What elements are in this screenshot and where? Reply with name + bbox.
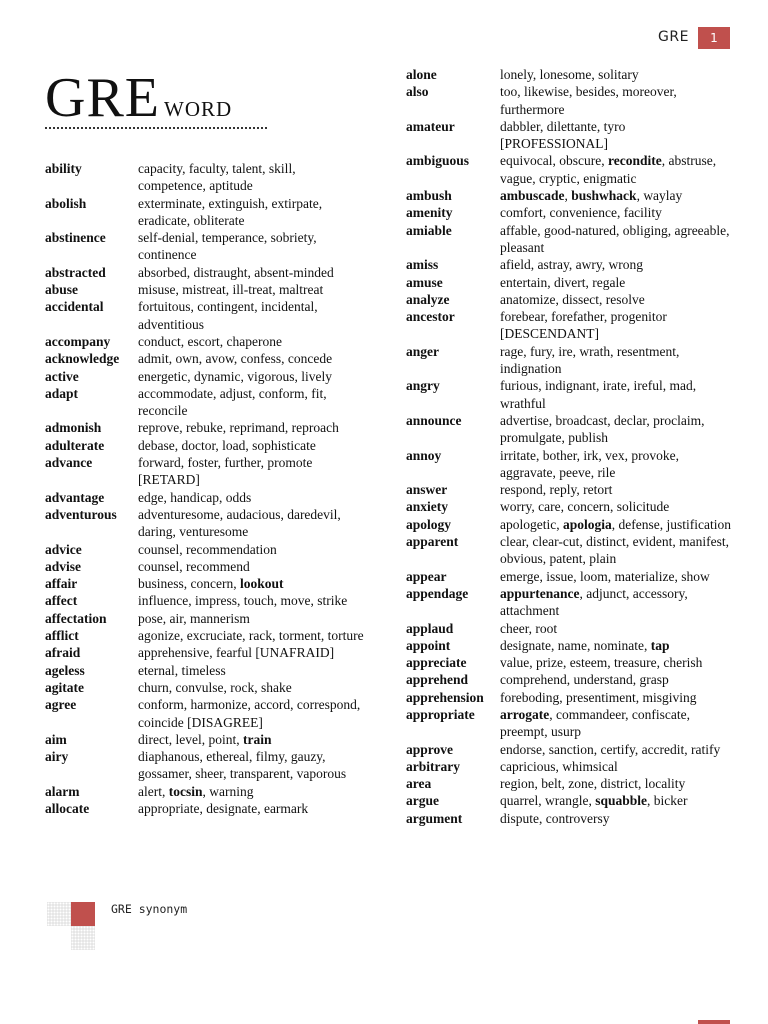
- synonym-text: comprehend, understand, grasp: [500, 672, 669, 688]
- entry-synonyms: [500, 152, 736, 187]
- synonym-highlight: apologia: [562, 516, 612, 532]
- synonym-text: agonize, excruciate, rack, torment, torture: [138, 628, 364, 644]
- word-entry: [45, 160, 365, 195]
- entry-synonyms: [500, 274, 736, 291]
- synonym-highlight: ambuscade: [500, 188, 565, 204]
- entry-synonyms: [138, 748, 365, 783]
- synonym-highlight: tocsin: [168, 783, 203, 799]
- synonym-text: region, belt, zone, district, locality: [500, 776, 686, 792]
- word-entry: [406, 308, 736, 343]
- synonym-text: appropriate, designate, earmark: [138, 800, 309, 816]
- left-word-column: [45, 160, 365, 817]
- word-entry: [45, 696, 365, 731]
- synonym-text: absorbed, distraught, absent-minded: [138, 264, 334, 280]
- entry-word: ability: [45, 161, 82, 176]
- word-entry: [45, 419, 365, 436]
- word-entry: [406, 83, 736, 118]
- entry-synonyms: [138, 264, 365, 281]
- right-word-column: [406, 66, 736, 827]
- entry-synonyms: [138, 281, 365, 298]
- synonym-text: edge, handicap, odds: [138, 489, 252, 505]
- word-entry: [406, 274, 736, 291]
- synonym-text: quarrel, wrangle,: [500, 793, 596, 809]
- synonym-text: counsel, recommend: [138, 558, 250, 574]
- synonym-text: irritate, bother, irk, vex, provoke, aggravate, peeve, rile: [500, 447, 680, 480]
- word-entry: [45, 350, 365, 367]
- word-entry: [406, 152, 736, 187]
- entry-synonyms: [138, 610, 365, 627]
- word-entry: [406, 343, 736, 378]
- synonym-text: debase, doctor, load, sophisticate: [138, 437, 316, 453]
- synonym-text: conduct, escort, chaperone: [138, 333, 282, 349]
- synonym-text: , abstruse, vague, cryptic, enigmatic: [500, 153, 717, 186]
- entry-word: alone: [406, 67, 437, 82]
- entry-synonyms: [500, 706, 736, 741]
- entry-synonyms: [500, 377, 736, 412]
- word-entry: [406, 447, 736, 482]
- word-entry: [406, 620, 736, 637]
- entry-synonyms: [138, 298, 365, 333]
- synonym-highlight: tap: [650, 637, 670, 653]
- entry-word: appropriate: [406, 706, 475, 722]
- entry-synonyms: [500, 585, 736, 620]
- entry-synonyms: [500, 689, 736, 706]
- word-entry: [45, 229, 365, 264]
- synonym-text: , commandeer, confiscate, preempt, usurp: [500, 706, 691, 740]
- synonym-highlight: squabble: [595, 793, 647, 809]
- entry-synonyms: [138, 333, 365, 350]
- synonym-text: energetic, dynamic, vigorous, lively: [138, 368, 332, 384]
- entry-synonyms: [500, 758, 736, 775]
- entry-word: answer: [406, 482, 448, 498]
- synonym-text: counsel, recommendation: [138, 541, 277, 557]
- entry-synonyms: [138, 662, 365, 679]
- synonym-text: adventuresome, audacious, daredevil, daring, venturesome: [138, 506, 341, 540]
- synonym-text: lonely, lonesome, solitary: [500, 67, 639, 82]
- entry-synonyms: [500, 308, 736, 343]
- entry-word: abstinence: [45, 230, 106, 246]
- entry-synonyms: [138, 644, 365, 661]
- entry-synonyms: [138, 696, 365, 731]
- synonym-highlight: bushwhack: [571, 188, 637, 204]
- entry-word: approve: [406, 741, 454, 757]
- entry-word: agitate: [45, 679, 84, 695]
- entry-synonyms: [500, 118, 736, 153]
- entry-word: adventurous: [45, 506, 117, 522]
- entry-word: ageless: [45, 662, 85, 678]
- word-entry: [406, 568, 736, 585]
- entry-word: apology: [406, 516, 452, 532]
- synonym-highlight: lookout: [239, 576, 284, 592]
- word-entry: [406, 810, 736, 827]
- entry-word: abuse: [45, 282, 79, 298]
- entry-synonyms: [138, 558, 365, 575]
- entry-word: active: [45, 368, 79, 384]
- synonym-text: rage, fury, ire, wrath, resentment, indignation: [500, 343, 680, 377]
- word-entry: [45, 662, 365, 679]
- synonym-text: reprove, rebuke, reprimand, reproach: [138, 420, 339, 436]
- entry-synonyms: [138, 385, 365, 420]
- entry-word: ambiguous: [406, 153, 470, 169]
- entry-synonyms: [138, 350, 365, 367]
- entry-synonyms: [138, 575, 365, 592]
- entry-word: announce: [406, 412, 462, 428]
- entry-synonyms: [500, 792, 736, 809]
- entry-synonyms: [500, 66, 736, 83]
- entry-synonyms: [500, 637, 736, 654]
- entry-word: appear: [406, 568, 447, 584]
- synonym-text: anatomize, dissect, resolve: [500, 291, 645, 307]
- word-entry: [45, 644, 365, 661]
- word-entry: [406, 671, 736, 688]
- entry-synonyms: [138, 195, 365, 230]
- synonym-text: forebear, forefather, progenitor [DESCENDANT]: [500, 309, 667, 342]
- word-entry: [406, 775, 736, 792]
- word-entry: [406, 222, 736, 257]
- entry-word: adapt: [45, 385, 79, 401]
- entry-synonyms: [500, 447, 736, 482]
- entry-word: appoint: [406, 637, 451, 653]
- entry-word: afraid: [45, 645, 81, 661]
- synonym-text: dabbler, dilettante, tyro [PROFESSIONAL]: [500, 118, 626, 152]
- synonym-text: self-denial, temperance, sobriety, continence: [138, 230, 317, 263]
- entry-word: agree: [45, 697, 77, 713]
- entry-synonyms: [500, 222, 736, 257]
- synonym-text: diaphanous, ethereal, filmy, gauzy, gossamer, sheer, transparent, vaporous: [138, 749, 347, 782]
- word-entry: [406, 654, 736, 671]
- synonym-text: eternal, timeless: [138, 662, 226, 678]
- entry-synonyms: [500, 291, 736, 308]
- word-entry: [406, 481, 736, 498]
- entry-word: applaud: [406, 620, 454, 636]
- word-entry: [45, 748, 365, 783]
- synonym-text: direct, level, point,: [138, 731, 243, 747]
- word-entry: [45, 437, 365, 454]
- word-entry: [406, 377, 736, 412]
- word-entry: [406, 187, 736, 204]
- entry-synonyms: [138, 229, 365, 264]
- entry-synonyms: [138, 679, 365, 696]
- synonym-highlight: recondite: [607, 153, 662, 169]
- synonym-text: too, likewise, besides, moreover, furthermore: [500, 84, 677, 117]
- synonym-text: capricious, whimsical: [500, 758, 618, 774]
- word-entry: [406, 498, 736, 515]
- entry-word: amiss: [406, 257, 439, 273]
- synonym-text: foreboding, presentiment, misgiving: [500, 689, 697, 705]
- word-entry: [45, 454, 365, 489]
- word-entry: [406, 204, 736, 221]
- entry-word: ambush: [406, 188, 452, 204]
- synonym-text: , bicker: [647, 793, 688, 809]
- synonym-text: apologetic,: [500, 516, 563, 532]
- entry-word: accidental: [45, 299, 104, 315]
- word-entry: [406, 637, 736, 654]
- entry-word: affectation: [45, 610, 107, 626]
- synonym-text: endorse, sanction, certify, accredit, ratify: [500, 741, 721, 757]
- entry-word: annoy: [406, 447, 442, 463]
- synonym-text: capacity, faculty, talent, skill, competence, aptitude: [138, 161, 296, 194]
- word-entry: [406, 118, 736, 153]
- entry-synonyms: [500, 568, 736, 585]
- entry-word: argue: [406, 793, 439, 809]
- word-entry: [406, 256, 736, 273]
- footer-grid-icon: [47, 902, 95, 950]
- synonym-text: pose, air, mannerism: [138, 610, 250, 626]
- entry-word: amiable: [406, 222, 452, 238]
- synonym-text: misuse, mistreat, ill-treat, maltreat: [138, 282, 324, 298]
- synonym-text: exterminate, extinguish, extirpate, eradicate, obliterate: [138, 195, 323, 228]
- word-entry: [45, 610, 365, 627]
- entry-word: accompany: [45, 333, 111, 349]
- entry-word: admonish: [45, 420, 102, 436]
- entry-word: analyze: [406, 291, 450, 307]
- entry-synonyms: [138, 592, 365, 609]
- entry-synonyms: [500, 654, 736, 671]
- synonym-text: worry, care, concern, solicitude: [500, 499, 670, 515]
- word-entry: [45, 368, 365, 385]
- word-entry: [45, 627, 365, 644]
- entry-synonyms: [500, 533, 736, 568]
- entry-word: anxiety: [406, 499, 448, 515]
- synonym-text: comfort, convenience, facility: [500, 205, 662, 221]
- entry-word: afflict: [45, 628, 79, 644]
- title-sub: WORD: [164, 97, 233, 121]
- word-entry: [406, 533, 736, 568]
- synonym-text: business, concern,: [138, 576, 240, 592]
- synonym-text: apprehensive, fearful [UNAFRAID]: [138, 645, 335, 661]
- entry-synonyms: [500, 671, 736, 688]
- synonym-text: accommodate, adjust, conform, fit, reconcile: [138, 385, 327, 419]
- synonym-text: afield, astray, awry, wrong: [500, 257, 643, 273]
- synonym-text: designate, name, nominate,: [500, 637, 651, 653]
- synonym-text: , adjunct, accessory, attachment: [500, 585, 688, 619]
- page-number-badge: 1: [698, 27, 730, 49]
- synonym-text: churn, convulse, rock, shake: [138, 679, 292, 695]
- entry-synonyms: [138, 800, 365, 817]
- entry-synonyms: [138, 506, 365, 541]
- entry-word: affect: [45, 593, 78, 609]
- synonym-text: emerge, issue, loom, materialize, show: [500, 568, 710, 584]
- word-entry: [45, 264, 365, 281]
- entry-synonyms: [500, 83, 736, 118]
- word-entry: [45, 800, 365, 817]
- entry-synonyms: [500, 810, 736, 827]
- entry-word: also: [406, 84, 429, 100]
- word-entry: [45, 679, 365, 696]
- synonym-highlight: train: [242, 731, 272, 747]
- entry-word: abolish: [45, 195, 87, 211]
- synonym-text: , waylay: [636, 188, 683, 204]
- entry-synonyms: [138, 454, 365, 489]
- synonym-text: admit, own, avow, confess, concede: [138, 351, 333, 367]
- word-entry: [406, 792, 736, 809]
- entry-word: allocate: [45, 800, 90, 816]
- entry-synonyms: [138, 489, 365, 506]
- word-entry: [406, 689, 736, 706]
- synonym-text: alert,: [138, 783, 169, 799]
- entry-word: apprehension: [406, 689, 484, 705]
- entry-word: adulterate: [45, 437, 105, 453]
- entry-synonyms: [138, 627, 365, 644]
- entry-word: advantage: [45, 489, 105, 505]
- footer-label: GRE synonym: [111, 902, 188, 916]
- synonym-text: value, prize, esteem, treasure, cherish: [500, 655, 703, 671]
- entry-word: angry: [406, 378, 440, 394]
- word-entry: [45, 592, 365, 609]
- word-entry: [45, 731, 365, 748]
- corner-accent-mark: [698, 1020, 730, 1024]
- word-entry: [45, 783, 365, 800]
- synonym-text: fortuitous, contingent, incidental, adventitious: [138, 299, 318, 332]
- word-entry: [406, 516, 736, 533]
- entry-synonyms: [138, 783, 365, 800]
- entry-word: amuse: [406, 274, 443, 290]
- entry-word: airy: [45, 749, 69, 765]
- synonym-text: equivocal, obscure,: [500, 153, 608, 169]
- synonym-text: furious, indignant, irate, ireful, mad, wrathful: [500, 378, 697, 411]
- entry-word: area: [406, 776, 432, 792]
- entry-word: appreciate: [406, 655, 467, 671]
- entry-synonyms: [500, 620, 736, 637]
- entry-synonyms: [500, 741, 736, 758]
- synonym-text: cheer, root: [500, 620, 558, 636]
- entry-synonyms: [500, 516, 736, 533]
- entry-word: amenity: [406, 205, 453, 221]
- entry-word: appendage: [406, 585, 469, 601]
- entry-synonyms: [500, 187, 736, 204]
- word-entry: [406, 758, 736, 775]
- synonym-highlight: arrogate: [500, 706, 550, 722]
- synonym-text: affable, good-natured, obliging, agreeable, pleasant: [500, 222, 730, 255]
- entry-word: acknowledge: [45, 351, 120, 367]
- entry-synonyms: [500, 343, 736, 378]
- entry-word: alarm: [45, 783, 80, 799]
- entry-synonyms: [138, 437, 365, 454]
- word-entry: [406, 585, 736, 620]
- header-section-label: GRE: [658, 29, 689, 45]
- entry-synonyms: [500, 481, 736, 498]
- word-entry: [406, 741, 736, 758]
- word-entry: [45, 385, 365, 420]
- word-entry: [45, 489, 365, 506]
- entry-synonyms: [138, 731, 365, 748]
- entry-word: amateur: [406, 118, 455, 134]
- entry-word: advise: [45, 558, 82, 574]
- entry-word: argument: [406, 810, 463, 826]
- entry-word: anger: [406, 343, 439, 359]
- word-entry: [45, 281, 365, 298]
- synonym-text: dispute, controversy: [500, 810, 610, 826]
- entry-synonyms: [138, 541, 365, 558]
- title-underline: [45, 127, 267, 129]
- synonym-text: respond, reply, retort: [500, 482, 613, 498]
- entry-word: advance: [45, 455, 93, 471]
- entry-word: ancestor: [406, 309, 455, 325]
- word-entry: [45, 333, 365, 350]
- entry-synonyms: [500, 256, 736, 273]
- synonym-text: clear, clear-cut, distinct, evident, manifest, obvious, patent, plain: [500, 534, 729, 567]
- word-entry: [45, 558, 365, 575]
- synonym-text: influence, impress, touch, move, strike: [138, 593, 348, 609]
- synonym-text: , warning: [202, 783, 254, 799]
- word-entry: [45, 541, 365, 558]
- entry-word: aim: [45, 731, 67, 747]
- entry-synonyms: [500, 412, 736, 447]
- word-entry: [45, 506, 365, 541]
- synonym-text: advertise, broadcast, declar, proclaim, promulgate, publish: [500, 412, 705, 446]
- synonym-text: conform, harmonize, accord, correspond, coincide [DISAGREE]: [138, 697, 361, 730]
- word-entry: [45, 195, 365, 230]
- word-entry: [406, 291, 736, 308]
- entry-synonyms: [138, 160, 365, 195]
- synonym-text: entertain, divert, regale: [500, 274, 626, 290]
- entry-synonyms: [500, 775, 736, 792]
- word-entry: [45, 298, 365, 333]
- word-entry: [406, 66, 736, 83]
- entry-word: affair: [45, 576, 78, 592]
- synonym-text: forward, foster, further, promote [RETARD]: [138, 455, 313, 488]
- word-entry: [406, 412, 736, 447]
- entry-synonyms: [138, 368, 365, 385]
- entry-word: apparent: [406, 534, 459, 550]
- entry-word: advice: [45, 541, 82, 557]
- word-entry: [45, 575, 365, 592]
- entry-synonyms: [500, 498, 736, 515]
- entry-word: abstracted: [45, 264, 106, 280]
- synonym-text: , defense, justification: [611, 516, 731, 532]
- entry-synonyms: [500, 204, 736, 221]
- entry-word: apprehend: [406, 672, 469, 688]
- synonym-highlight: appurtenance: [500, 585, 580, 601]
- title-main: GRE: [45, 67, 160, 129]
- synonym-text: ,: [564, 188, 572, 204]
- word-entry: [406, 706, 736, 741]
- entry-synonyms: [138, 419, 365, 436]
- entry-word: arbitrary: [406, 758, 460, 774]
- page-title: [45, 67, 233, 129]
